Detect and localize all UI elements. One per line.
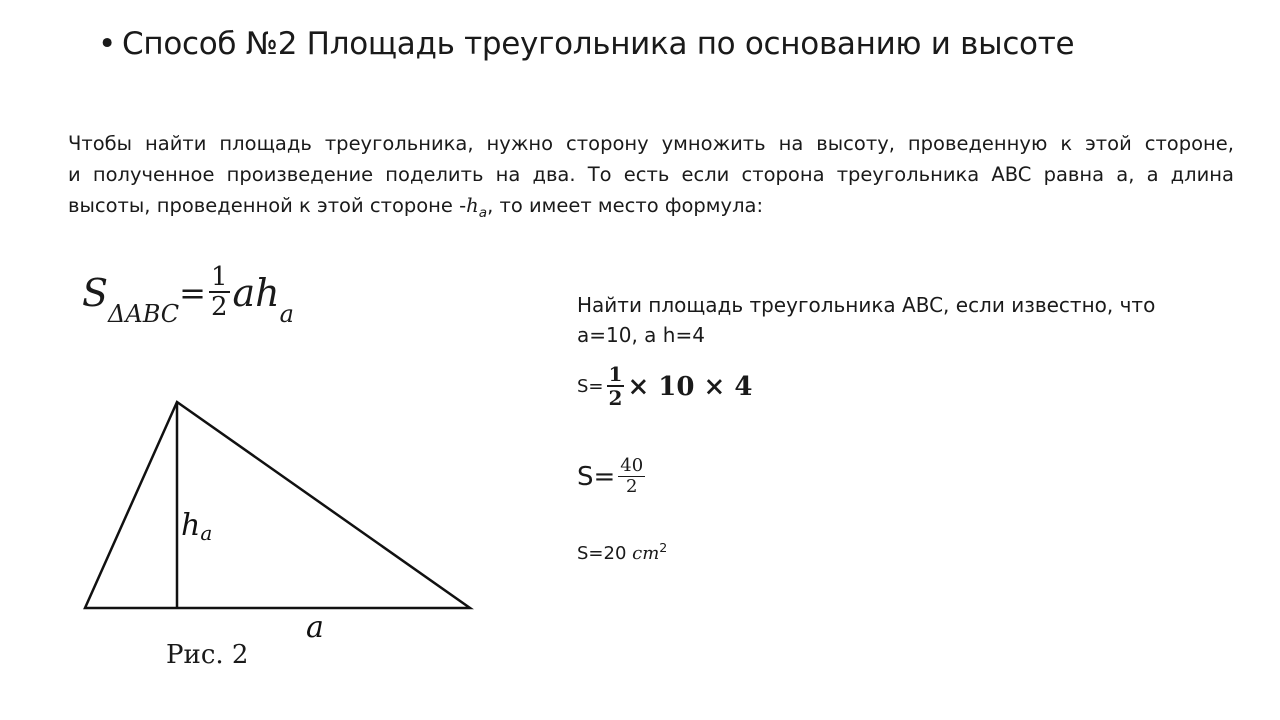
calculation-step-2 xyxy=(577,457,648,497)
formula-s: S xyxy=(82,270,109,315)
paragraph-line-3-end: , то имеет место формула: xyxy=(487,194,764,217)
task-line-1: Найти площадь треугольника ABC, если известно, что xyxy=(577,293,1156,317)
paragraph-line-2: и полученное произведение поделить на два. То есть если сторона треугольника ABC равна a, а длина xyxy=(68,163,1234,186)
formula-fraction-denominator: 2 xyxy=(210,292,228,323)
formula-fraction xyxy=(209,264,230,322)
calc3-prefix: S=20 xyxy=(577,543,633,564)
height-symbol: h xyxy=(466,194,479,217)
calculation-step-1 xyxy=(577,364,752,409)
calc3-unit: cm xyxy=(632,543,660,564)
formula-s-subscript: ΔABC xyxy=(108,299,180,328)
figure-label-h: ha xyxy=(181,508,213,545)
calc1-prefix: S= xyxy=(577,376,604,397)
formula-h-subscript: a xyxy=(279,299,294,328)
calc1-denominator: 2 xyxy=(608,386,623,410)
calculation-result xyxy=(577,540,667,564)
task-line-2: a=10, а h=4 xyxy=(577,323,705,347)
calc2-prefix: S= xyxy=(577,461,616,492)
bullet: • xyxy=(98,26,116,62)
paragraph-line-3 xyxy=(68,190,1234,229)
calc2-fraction xyxy=(618,457,645,497)
task-text xyxy=(577,290,1155,350)
slide-title xyxy=(98,26,1074,62)
area-formula xyxy=(82,262,294,328)
figure-label-a: a xyxy=(306,610,324,640)
calc3-power: 2 xyxy=(659,540,668,555)
formula-a: a xyxy=(232,270,256,315)
calc2-numerator: 40 xyxy=(620,455,644,476)
calc1-numerator: 1 xyxy=(608,362,623,386)
triangle-abc xyxy=(85,402,470,608)
calc2-denominator: 2 xyxy=(626,475,638,497)
formula-fraction-numerator: 1 xyxy=(210,262,228,292)
slide-title-text: Способ №2 Площадь треугольника по основанию и высоте xyxy=(122,26,1075,62)
explanation-paragraph xyxy=(68,128,1234,229)
calc1-expression: × 10 × 4 xyxy=(627,371,753,402)
formula-h: h xyxy=(255,270,280,315)
triangle-figure xyxy=(70,390,490,640)
formula-equals: = xyxy=(179,273,206,312)
paragraph-line-1: Чтобы найти площадь треугольника, нужно сторону умножить на высоту, проведенную к этой стороне, xyxy=(68,132,1234,155)
figure-caption: Рис. 2 xyxy=(166,640,249,670)
calc1-fraction xyxy=(607,364,625,409)
height-symbol-subscript: a xyxy=(478,204,488,221)
paragraph-line-3-start: высоты, проведенной к этой стороне - xyxy=(68,194,467,217)
